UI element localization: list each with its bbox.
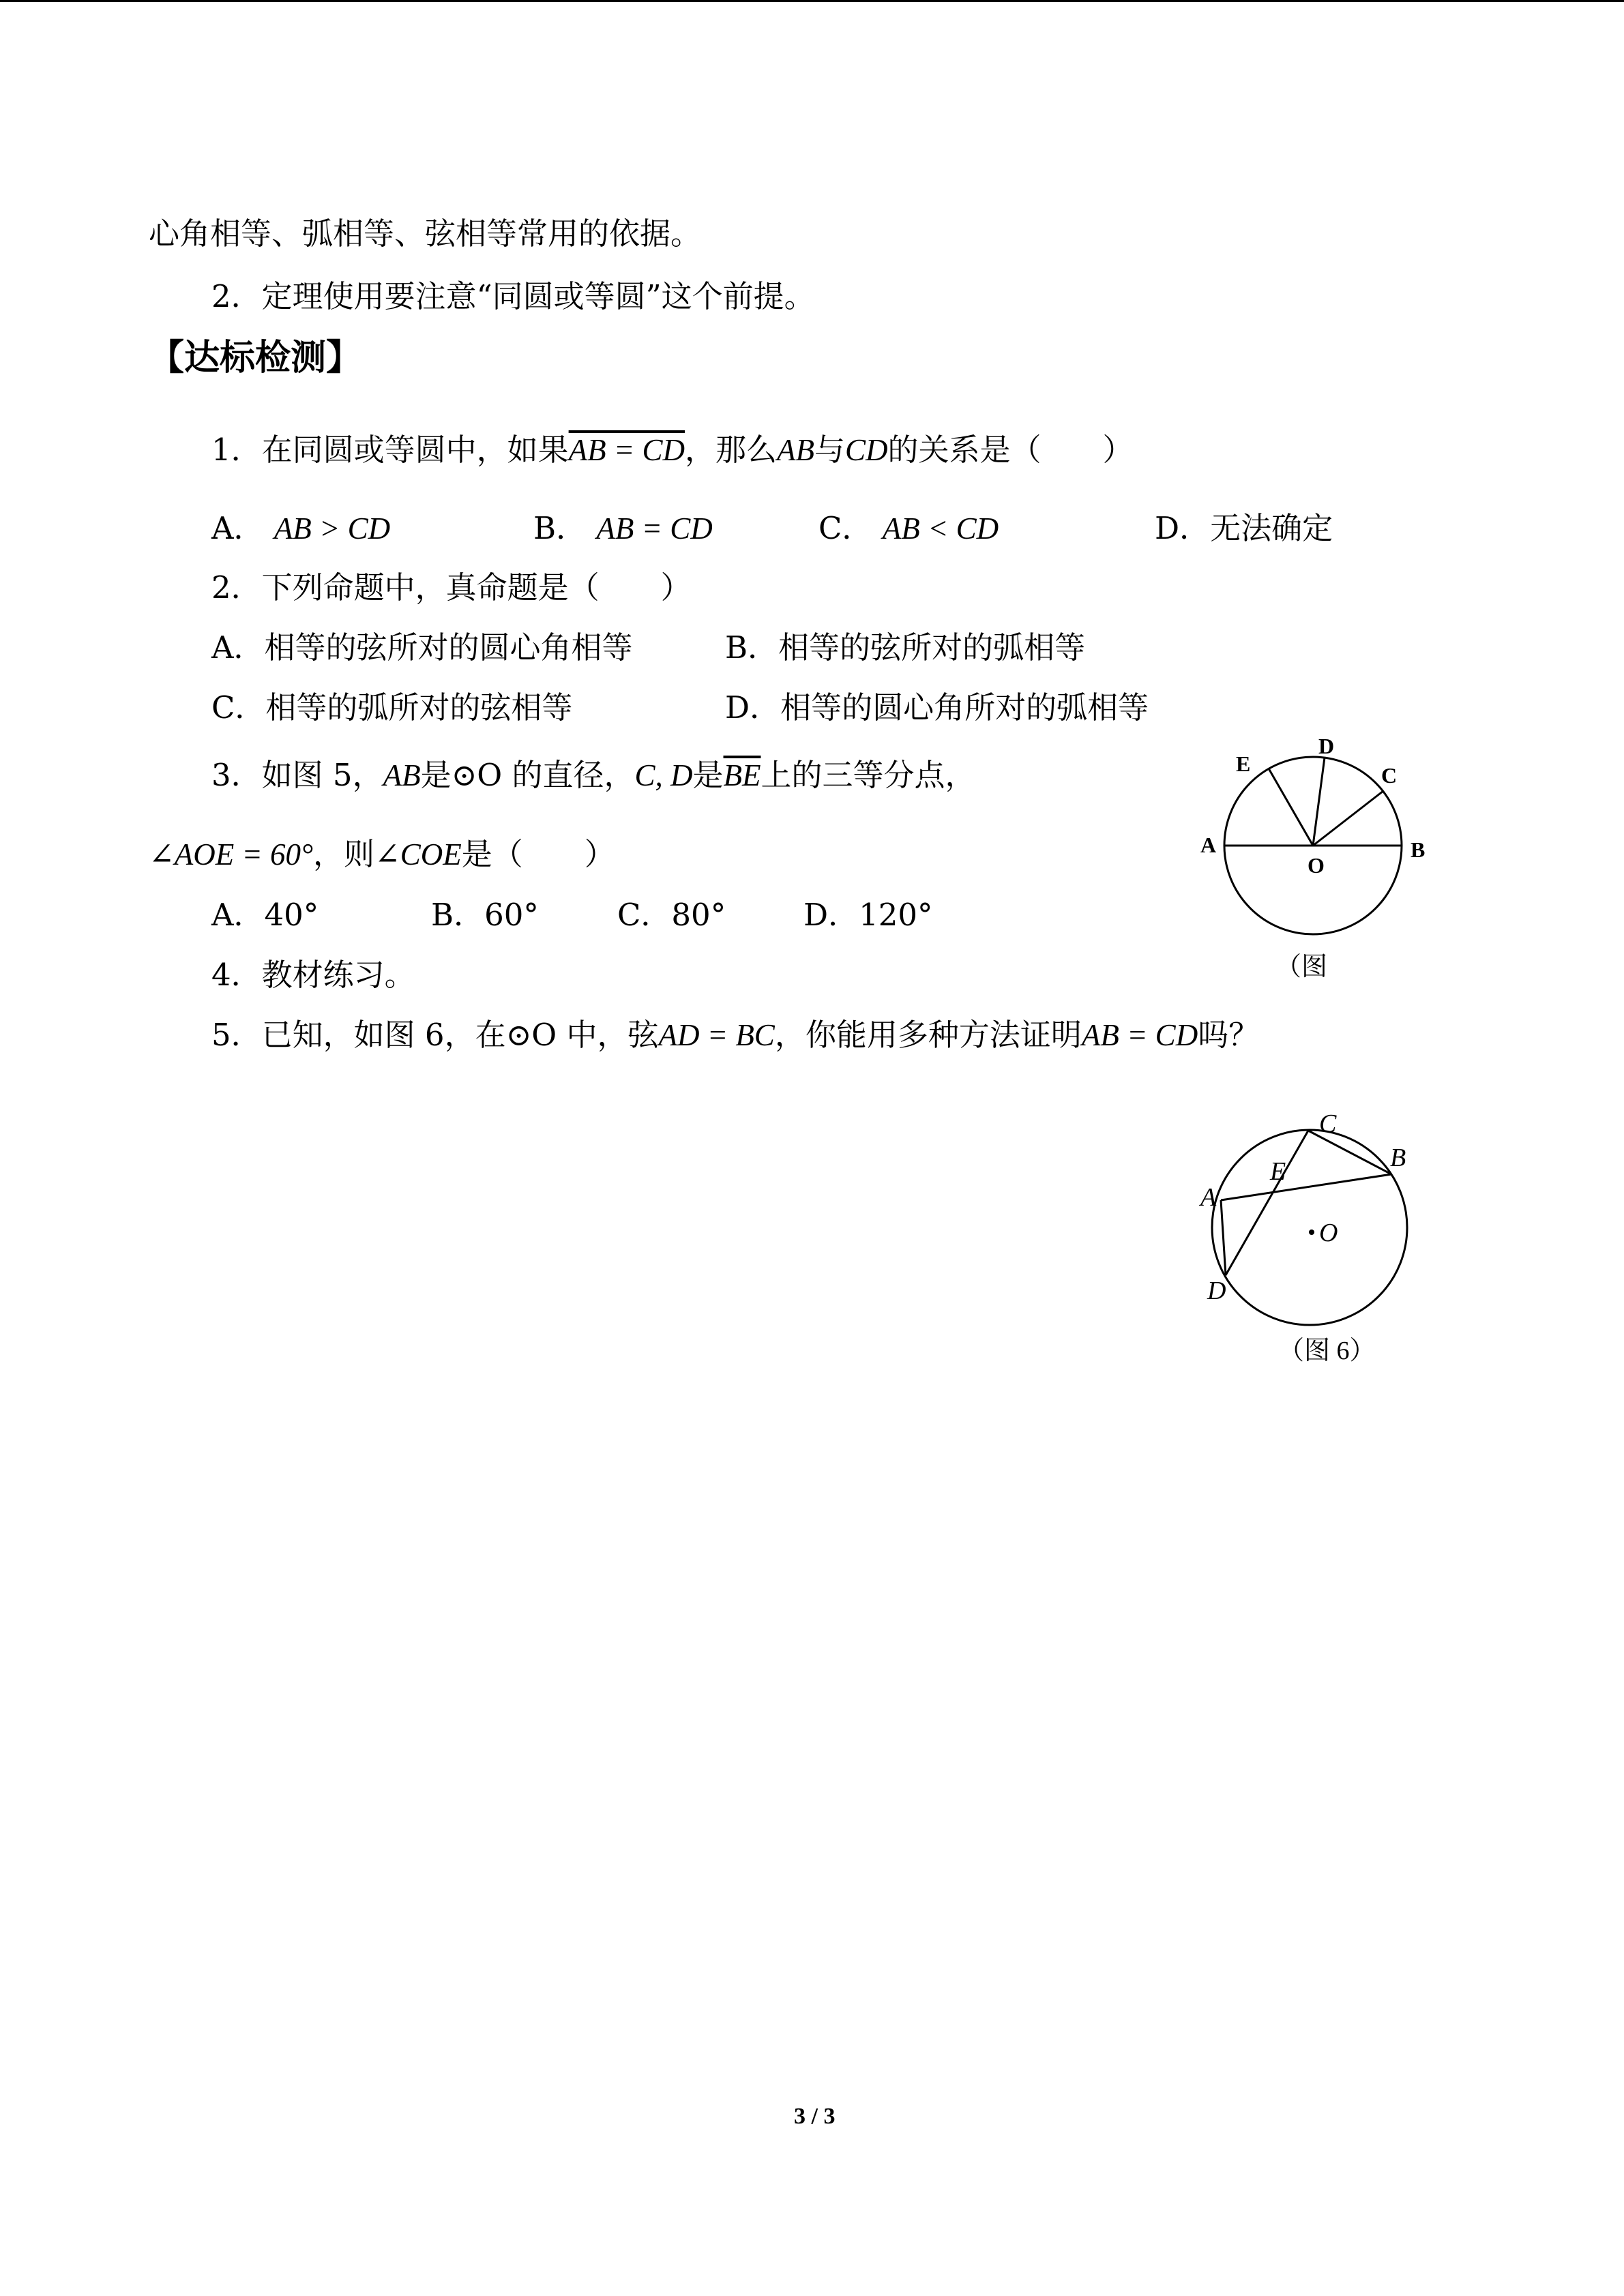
fig6-label-o: O bbox=[1319, 1219, 1338, 1247]
q2-option-c: C．相等的弧所对的弦相等 bbox=[211, 689, 573, 726]
fig6-label-c: C bbox=[1319, 1109, 1337, 1138]
q1-mid: ，那么 bbox=[685, 432, 778, 468]
fig6-label-e: E bbox=[1270, 1157, 1286, 1186]
q1-option-a-text: AB > CD bbox=[274, 511, 391, 546]
q3-angle-aoe: ∠AOE = 60° bbox=[149, 837, 314, 871]
fig5-radius-od bbox=[1313, 758, 1325, 846]
q4-text: 4．教材练习。 bbox=[211, 957, 415, 993]
fig5-label-c: C bbox=[1381, 763, 1398, 788]
q2-stem: 2．下列命题中，真命题是（ ） bbox=[211, 569, 692, 606]
fig5-label-b: B bbox=[1411, 837, 1426, 862]
fig5-radius-oe bbox=[1269, 769, 1313, 846]
q1-ab: AB bbox=[777, 433, 814, 467]
q1-prefix: 1．在同圆或等圆中，如果 bbox=[211, 432, 569, 468]
fig6-center-dot bbox=[1309, 1229, 1314, 1235]
fig5-label-e: E bbox=[1236, 751, 1251, 776]
intro-line-2: 2．定理使用要注意“同圆或等圆”这个前提。 bbox=[211, 278, 815, 314]
q3-option-a: A．40° bbox=[211, 897, 319, 933]
q1-option-b-label: B． bbox=[533, 510, 587, 546]
q3-line2-mid: ，则 bbox=[313, 836, 375, 872]
q1-cd: CD bbox=[845, 433, 888, 467]
fig5-label-a: A bbox=[1200, 833, 1217, 857]
q1-option-b bbox=[533, 508, 713, 549]
q3-stem-line1 bbox=[211, 755, 976, 796]
q3-mid2: 是 bbox=[692, 757, 724, 793]
q1-option-a-label: A． bbox=[211, 510, 265, 546]
q1-option-d-label: D． bbox=[1155, 510, 1211, 546]
q5-ab-cd: AB = CD bbox=[1081, 1018, 1198, 1052]
q3-mid1: 是⊙O 的直径， bbox=[420, 757, 635, 793]
q1-arc-equation: AB = CD bbox=[568, 433, 685, 467]
q2-option-b: B．相等的弦所对的弧相等 bbox=[725, 629, 1086, 666]
q1-option-c bbox=[818, 508, 999, 549]
section-heading: 【达标检测】 bbox=[149, 337, 362, 378]
q3-option-c: C．80° bbox=[617, 897, 726, 933]
q3-suffix: 上的三等分点， bbox=[761, 757, 976, 793]
fig5-label-o: O bbox=[1308, 853, 1325, 878]
q3-option-b: B．60° bbox=[431, 897, 539, 933]
q1-option-c-label: C． bbox=[818, 510, 873, 546]
q5-prefix: 5．已知，如图 6，在⊙O 中，弦 bbox=[211, 1017, 659, 1053]
q1-option-d bbox=[1155, 508, 1333, 549]
top-border-line bbox=[0, 0, 1624, 2]
fig6-label-d: D bbox=[1207, 1277, 1226, 1305]
fig5-radius-oc bbox=[1313, 791, 1383, 846]
q2-option-d: D．相等的圆心角所对的弧相等 bbox=[725, 689, 1149, 726]
q1-option-d-text: 无法确定 bbox=[1210, 510, 1333, 546]
fig6-label-a: A bbox=[1200, 1183, 1217, 1212]
q1-stem bbox=[211, 430, 1134, 471]
q1-option-c-text: AB < CD bbox=[882, 511, 999, 546]
q5-ad-bc: AD = BC bbox=[658, 1018, 775, 1052]
fig6-caption: （图 6） bbox=[1278, 1337, 1376, 1365]
figure-5 bbox=[1187, 733, 1446, 992]
q3-angle-coe: ∠COE bbox=[374, 837, 462, 871]
fig6-label-b: B bbox=[1390, 1144, 1406, 1172]
q5-suffix: 吗？ bbox=[1198, 1017, 1260, 1053]
q5-stem bbox=[211, 1015, 1259, 1056]
intro-line-1: 心角相等、弧相等、弦相等常用的依据。 bbox=[149, 215, 702, 252]
q1-option-a bbox=[211, 508, 390, 549]
q3-cd: C, D bbox=[634, 758, 693, 792]
fig5-label-d: D bbox=[1318, 734, 1335, 758]
fig5-caption: （图 bbox=[1275, 953, 1328, 981]
q1-yu: 与 bbox=[814, 432, 846, 468]
q3-line2-suffix: 是（ ） bbox=[461, 836, 615, 872]
q3-ab: AB bbox=[383, 758, 421, 792]
q1-option-b-text: AB = CD bbox=[596, 511, 713, 546]
fig6-chord-ad bbox=[1221, 1200, 1226, 1275]
fig6-chord-ab bbox=[1221, 1174, 1391, 1200]
fig6-chord-dc bbox=[1226, 1131, 1308, 1275]
fig6-circle bbox=[1212, 1130, 1407, 1325]
figure-6 bbox=[1187, 1091, 1446, 1377]
q5-mid: ，你能用多种方法证明 bbox=[774, 1017, 1082, 1053]
q3-option-d: D．120° bbox=[803, 897, 933, 933]
q1-suffix: 的关系是（ ） bbox=[887, 432, 1134, 468]
q2-option-a: A．相等的弦所对的圆心角相等 bbox=[211, 629, 633, 666]
q3-stem-line2 bbox=[149, 834, 615, 875]
q3-prefix: 3．如图 5， bbox=[211, 757, 383, 793]
q3-arc-be: $\overline{BE}$ bbox=[723, 758, 761, 792]
page-number: 3 / 3 bbox=[794, 2104, 836, 2129]
